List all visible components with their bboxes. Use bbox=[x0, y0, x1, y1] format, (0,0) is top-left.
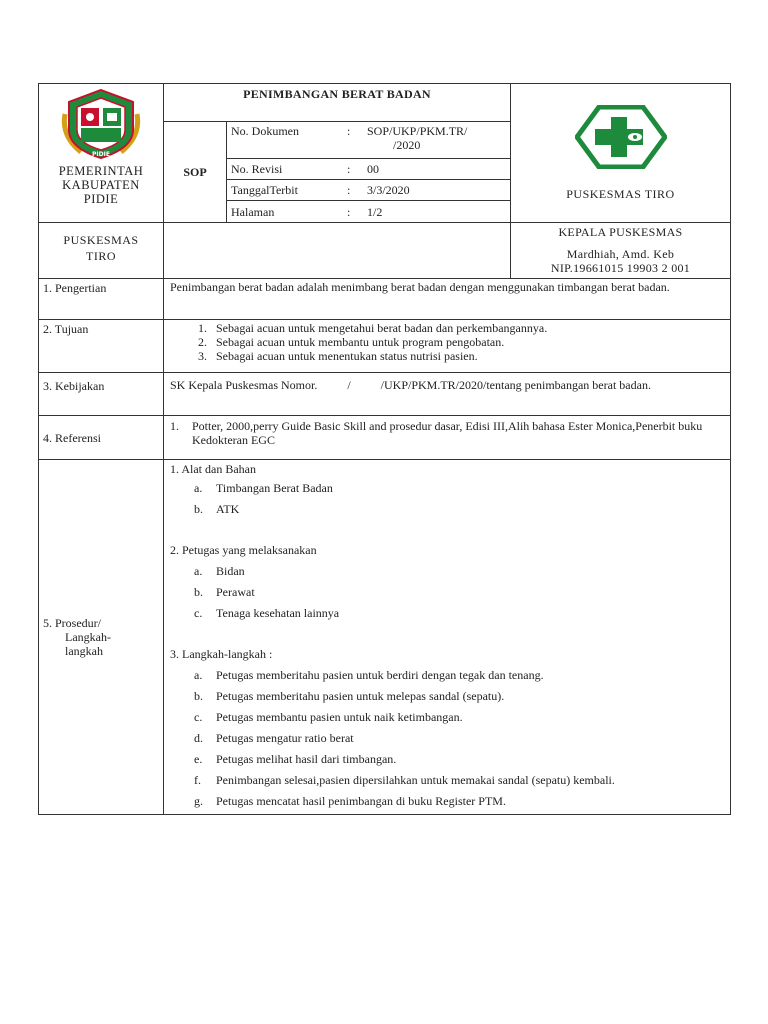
item-mark: g. bbox=[194, 793, 203, 808]
meta-row-revisi bbox=[227, 159, 510, 180]
section-prosedur bbox=[164, 460, 731, 815]
meta-sep: : bbox=[347, 162, 351, 176]
list-item bbox=[170, 581, 724, 602]
item-text: Penimbangan selesai,pasien dipersilahkan untuk memakai sandal (sepatu) kembali. bbox=[216, 772, 615, 787]
item-text: ATK bbox=[216, 501, 240, 516]
item-text: Bidan bbox=[216, 563, 245, 578]
sop-table bbox=[38, 83, 731, 815]
item-mark: c. bbox=[194, 709, 203, 724]
pemkab-logo-cell bbox=[39, 84, 164, 223]
meta-value: 3/3/2020 bbox=[367, 183, 410, 197]
pidie-regency-logo bbox=[51, 86, 151, 162]
list-item bbox=[170, 685, 724, 706]
section-text-kebijakan: SK Kepala Puskesmas Nomor. / /UKP/PKM.TR/2020/tentang penimbangan berat badan. bbox=[164, 373, 731, 416]
list-item bbox=[170, 477, 724, 498]
kepala-nip: NIP.19661015 19903 2 001 bbox=[550, 261, 691, 275]
item-text: Petugas melihat hasil dari timbangan. bbox=[216, 751, 397, 766]
item-mark: b. bbox=[194, 501, 203, 516]
item-text: Tenaga kesehatan lainnya bbox=[216, 605, 340, 620]
item-mark: a. bbox=[194, 667, 203, 682]
item-text: Petugas memberitahu pasien untuk berdiri dengan tegak dan tenang. bbox=[216, 667, 544, 682]
list-item bbox=[170, 602, 724, 623]
list-item bbox=[170, 560, 724, 581]
section-label-referensi: 4. Referensi bbox=[39, 416, 164, 460]
prosedur-label-line-2: Langkah- bbox=[65, 630, 111, 644]
meta-value: SOP/UKP/PKM.TR/ bbox=[367, 124, 468, 138]
item-text: Petugas memberitahu pasien untuk melepas sandal (sepatu). bbox=[216, 688, 505, 703]
referensi-text: Potter, 2000,perry Guide Basic Skill and prosedur dasar, Edisi III,Alih bahasa Ester Monica,Penerbit buku Kedokteran EGC bbox=[192, 419, 703, 447]
pemkab-line-2: KABUPATEN bbox=[62, 178, 140, 192]
list-item bbox=[170, 706, 724, 727]
item-text: Petugas mencatat hasil penimbangan di buku Register PTM. bbox=[216, 793, 506, 808]
list-item bbox=[170, 727, 724, 748]
meta-value-line2: /2020 bbox=[393, 138, 421, 152]
kepala-signature-block bbox=[511, 223, 731, 279]
item-mark: b. bbox=[194, 688, 203, 703]
puskesmas-left-line-1: PUSKESMAS bbox=[63, 233, 139, 247]
meta-label: TanggalTerbit bbox=[231, 183, 298, 197]
kepala-title: KEPALA PUSKESMAS bbox=[558, 225, 683, 239]
section-text-pengertian: Penimbangan berat badan adalah menimbang berat badan dengan menggunakan timbangan berat badan. bbox=[164, 279, 731, 320]
group-title-alat: 1. Alat dan Bahan bbox=[170, 461, 256, 476]
meta-label: No. Revisi bbox=[231, 162, 283, 176]
puskesmas-logo bbox=[575, 105, 667, 169]
item-mark: e. bbox=[194, 751, 203, 766]
section-label-pengertian: 1. Pengertian bbox=[39, 279, 164, 320]
section-label-tujuan: 2. Tujuan bbox=[39, 320, 164, 373]
pemkab-line-1: PEMERINTAH bbox=[58, 164, 144, 178]
list-item: 3. Sebagai acuan untuk menentukan status nutrisi pasien. bbox=[210, 349, 724, 363]
pemkab-name bbox=[39, 164, 163, 206]
item-mark: b. bbox=[194, 584, 203, 599]
item-text: Petugas mengatur ratio berat bbox=[216, 730, 354, 745]
puskesmas-name-left bbox=[39, 223, 164, 279]
puskesmas-name-right: PUSKESMAS TIRO bbox=[566, 187, 675, 201]
puskesmas-left-line-2: TIRO bbox=[86, 249, 116, 263]
tujuan-list bbox=[170, 321, 724, 363]
list-item bbox=[170, 498, 724, 519]
item-mark: d. bbox=[194, 730, 203, 745]
meta-sep: : bbox=[347, 183, 351, 197]
document-meta bbox=[227, 122, 511, 223]
document-title: PENIMBANGAN BERAT BADAN bbox=[164, 84, 511, 122]
kepala-name: Mardhiah, Amd. Keb bbox=[566, 247, 675, 261]
section-label-prosedur bbox=[39, 460, 164, 815]
meta-value: 00 bbox=[367, 162, 379, 176]
prosedur-label-line-3: langkah bbox=[65, 644, 103, 658]
item-text: Timbangan Berat Badan bbox=[216, 480, 333, 495]
section-label-kebijakan: 3. Kebijakan bbox=[39, 373, 164, 416]
list-item: 2. Sebagai acuan untuk membantu untuk program pengobatan. bbox=[210, 335, 724, 349]
meta-row-halaman bbox=[227, 201, 510, 222]
group-title-petugas: 2. Petugas yang melaksanakan bbox=[170, 542, 317, 557]
item-text: Petugas membantu pasien untuk naik ketimbangan. bbox=[216, 709, 463, 724]
puskesmas-logo-cell bbox=[511, 84, 731, 223]
sop-label: SOP bbox=[164, 122, 227, 223]
meta-row-tanggal bbox=[227, 180, 510, 201]
meta-label: No. Dokumen bbox=[231, 124, 299, 138]
list-item bbox=[170, 748, 724, 769]
list-item: 1. Sebagai acuan untuk mengetahui berat badan dan perkembangannya. bbox=[210, 321, 724, 335]
empty-cell bbox=[164, 223, 511, 279]
prosedur-label-line-1: 5. Prosedur/ bbox=[43, 616, 101, 630]
item-mark: a. bbox=[194, 563, 203, 578]
meta-value: 1/2 bbox=[367, 204, 383, 219]
logo-text: PIDIE bbox=[92, 151, 110, 158]
sop-document bbox=[38, 83, 730, 815]
meta-row-dokumen bbox=[227, 122, 510, 159]
group-title-langkah: 3. Langkah-langkah : bbox=[170, 646, 273, 661]
item-mark: a. bbox=[194, 480, 203, 495]
item-mark: c. bbox=[194, 605, 203, 620]
list-item bbox=[170, 790, 724, 811]
section-tujuan bbox=[164, 320, 731, 373]
section-referensi: 1. Potter, 2000,perry Guide Basic Skill and prosedur dasar, Edisi III,Alih bahasa Ester Monica,Penerbit buku Kedokteran EGC bbox=[164, 416, 731, 460]
meta-sep: : bbox=[347, 204, 351, 219]
item-mark: f. bbox=[194, 772, 201, 787]
meta-sep: : bbox=[347, 124, 351, 138]
list-item bbox=[170, 664, 724, 685]
item-text: Perawat bbox=[216, 584, 255, 599]
list-item bbox=[170, 769, 724, 790]
pemkab-line-3: PIDIE bbox=[83, 192, 119, 206]
meta-label: Halaman bbox=[231, 204, 275, 219]
